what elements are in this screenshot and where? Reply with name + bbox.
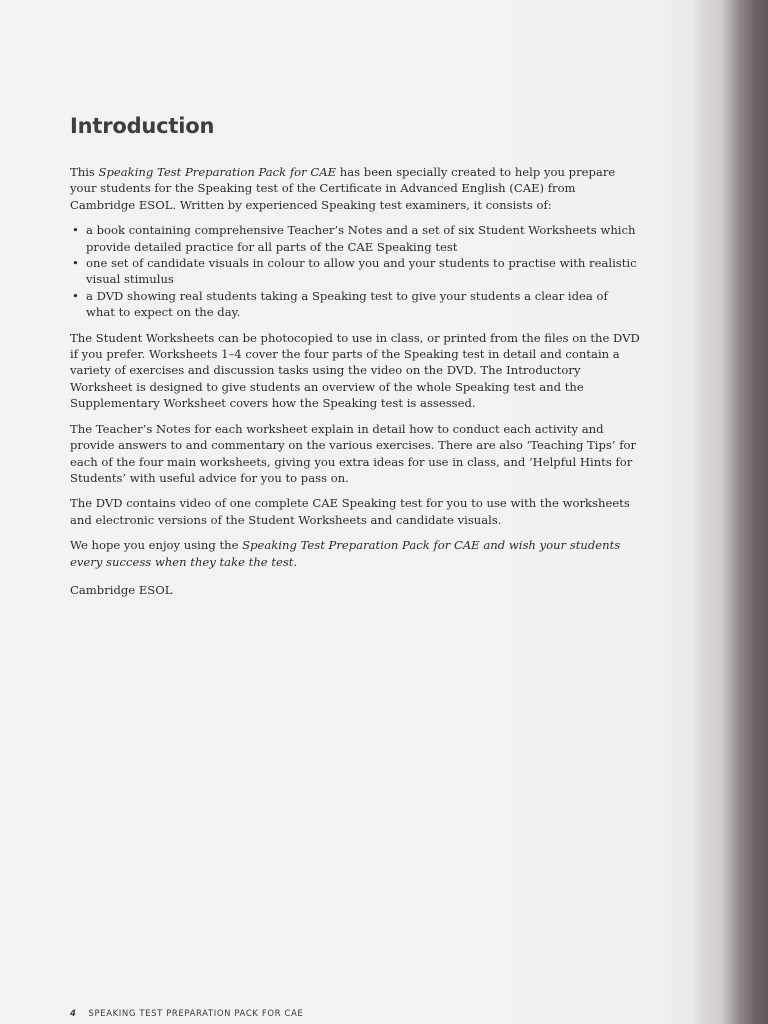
paragraph-5-end: and wish your students every success when they take the test.: [70, 538, 621, 569]
paragraph-4: The DVD contains video of one complete CAE Speaking test for you to use with the worksheets and electronic versions of the Student Worksheets and candidate visuals.: [70, 496, 630, 527]
page-title: Introduction: [70, 114, 215, 138]
paragraph-1: [70, 164, 640, 213]
paragraph-5: [70, 537, 640, 570]
list-item: • a DVD showing real students taking a Speaking test to give your students a clear idea of what to expect on the day.: [70, 288, 640, 321]
paragraph-1-start: This: [70, 165, 99, 179]
introduction-body: [70, 164, 640, 607]
paragraph-2: The Student Worksheets can be photocopied to use in class, or printed from the files on the DVD if you prefer. Worksheets 1–4 cover the four parts of the Speaking test in detail and contain a variety of exercises and discussion tasks using the video on the DVD. The Introductory Worksheet is designed to give students an overview of the whole Speaking test and the Supplementary Worksheet covers how the Speaking test is assessed.: [70, 330, 640, 411]
paragraph-5-start: We hope you enjoy using the: [70, 538, 243, 553]
paragraph-3: The Teacher’s Notes for each worksheet explain in detail how to conduct each activity and provide answers to and commentary on the various exercises. There are also ‘Teaching Tips’ for each of the four main worksheets, giving you extra ideas for use in class, and ‘Helpful Hints for Students’ with useful advice for you to pass on.: [70, 421, 637, 485]
list-item: • one set of candidate visuals in colour to allow you and your students to practise with realistic visual stimulus: [70, 255, 640, 288]
paragraph-1-end: has been specially created to help you prepare your students for the Speaking test of the Certificate in Advanced English (CAE) from Cambridge ESOL. Written by experienced Speaking test examiners, it consists of:: [70, 165, 616, 212]
page-footer: [70, 1009, 303, 1019]
list-item: • a book containing comprehensive Teacher’s Notes and a set of six Student Worksheets which provide detailed practice for all parts of the CAE Speaking test: [70, 222, 640, 255]
running-title: SPEAKING TEST PREPARATION PACK FOR CAE: [88, 1009, 304, 1019]
binding-shadow: [706, 0, 768, 1024]
pack-title-italic: Speaking Test Preparation Pack for CAE: [98, 165, 337, 179]
pack-title-italic: Speaking Test Preparation Pack for CAE: [242, 538, 480, 553]
page-number: 4: [70, 1009, 77, 1019]
contents-list: [70, 222, 640, 320]
signature: Cambridge ESOL: [70, 582, 173, 597]
